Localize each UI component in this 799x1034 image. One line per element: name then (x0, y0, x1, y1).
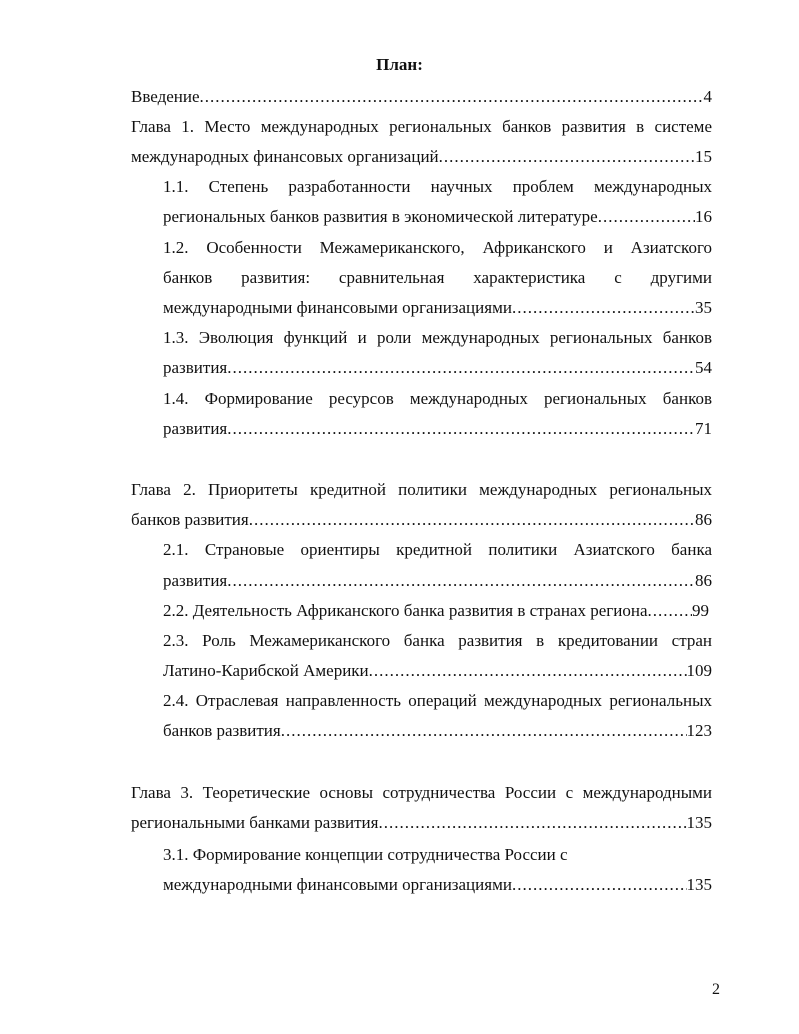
toc-leader-dots (647, 596, 692, 626)
toc-section-2-1-line-2 (163, 566, 712, 596)
toc-page-number: 4 (703, 87, 712, 106)
toc-entry-text: международными финансовыми организациями (163, 298, 512, 317)
toc-entry-text: региональных банков развития в экономической литературе (163, 207, 598, 226)
toc-section-1-3-line-1: 1.3. Эволюция функций и роли международных региональных банков (163, 328, 712, 347)
toc-leader-dots (281, 716, 687, 746)
toc-entry-text: международных финансовых организаций (131, 147, 439, 166)
toc-leader-dots (598, 202, 695, 232)
toc-page-number: 135 (686, 813, 712, 832)
toc-entry-text: развития (163, 358, 228, 377)
toc-section-3-1-line-1: 3.1. Формирование концепции сотрудничества России с (163, 845, 568, 864)
toc-chapter-1-line-2 (131, 142, 712, 172)
toc-page-number: 15 (695, 147, 712, 166)
plan-title: План: (376, 55, 423, 74)
toc-page-number: 99 (692, 601, 709, 620)
toc-page-number: 35 (695, 298, 712, 317)
toc-page-number: 109 (686, 661, 712, 680)
toc-section-2-2 (163, 596, 709, 626)
toc-section-1-1-line-2 (163, 202, 712, 232)
toc-chapter-1-line-1: Глава 1. Место международных региональных банков развития в системе (131, 117, 712, 136)
page-number: 2 (712, 981, 720, 998)
toc-page-number: 135 (686, 875, 712, 894)
toc-section-2-1-line-1: 2.1. Страновые ориентиры кредитной политики Азиатского банка (163, 540, 712, 559)
toc-chapter-3-line-1: Глава 3. Теоретические основы сотрудничества России с международными (131, 783, 712, 802)
toc-section-2-4-line-1: 2.4. Отраслевая направленность операций международных региональных (163, 691, 712, 710)
toc-leader-dots (512, 870, 687, 900)
toc-entry-text: развития (163, 419, 228, 438)
toc-leader-dots (512, 293, 695, 323)
toc-entry-text: международными финансовыми организациями (163, 875, 512, 894)
toc-entry-text: региональными банками развития (131, 813, 379, 832)
toc-chapter-2-line-1: Глава 2. Приоритеты кредитной политики международных региональных (131, 480, 712, 499)
toc-entry-text: Введение (131, 87, 200, 106)
toc-chapter-3-line-2 (131, 808, 712, 838)
toc-entry-text: развития (163, 571, 228, 590)
toc-section-1-4-line-2 (163, 414, 712, 444)
toc-section-1-2-line-3 (163, 293, 712, 323)
toc-page-number: 71 (695, 419, 712, 438)
toc-leader-dots (439, 142, 695, 172)
toc-entry-text: банков развития (163, 721, 281, 740)
toc-leader-dots (227, 566, 695, 596)
toc-section-2-3-line-1: 2.3. Роль Межамериканского банка развития в кредитовании стран (163, 631, 712, 650)
toc-section-1-2-line-1: 1.2. Особенности Межамериканского, Африканского и Азиатского (163, 238, 712, 257)
toc-page-number: 123 (686, 721, 712, 740)
toc-section-2-3-line-2 (163, 656, 712, 686)
toc-entry-text: 2.2. Деятельность Африканского банка развития в странах региона (163, 601, 648, 620)
toc-leader-dots (369, 656, 687, 686)
toc-section-1-3-line-2 (163, 353, 712, 383)
toc-page-number: 16 (695, 207, 712, 226)
toc-entry-text: Латино-Карибской Америки (163, 661, 369, 680)
toc-leader-dots (200, 82, 704, 112)
toc-entry-text: банков развития (131, 510, 249, 529)
toc-leader-dots (249, 505, 695, 535)
toc-section-3-1-line-2 (163, 870, 712, 900)
toc-leader-dots (227, 414, 695, 444)
toc-leader-dots (227, 353, 695, 383)
toc-section-2-4-line-2 (163, 716, 712, 746)
toc-chapter-2-line-2 (131, 505, 712, 535)
toc-leader-dots (378, 808, 686, 838)
toc-section-1-4-line-1: 1.4. Формирование ресурсов международных региональных банков (163, 389, 712, 408)
toc-section-1-2-line-2: банков развития: сравнительная характеристика с другими (163, 268, 712, 287)
toc-entry-intro (131, 82, 712, 112)
toc-page-number: 54 (695, 358, 712, 377)
toc-section-1-1-line-1: 1.1. Степень разработанности научных проблем международных (163, 177, 712, 196)
toc-page-number: 86 (695, 510, 712, 529)
toc-page-number: 86 (695, 571, 712, 590)
